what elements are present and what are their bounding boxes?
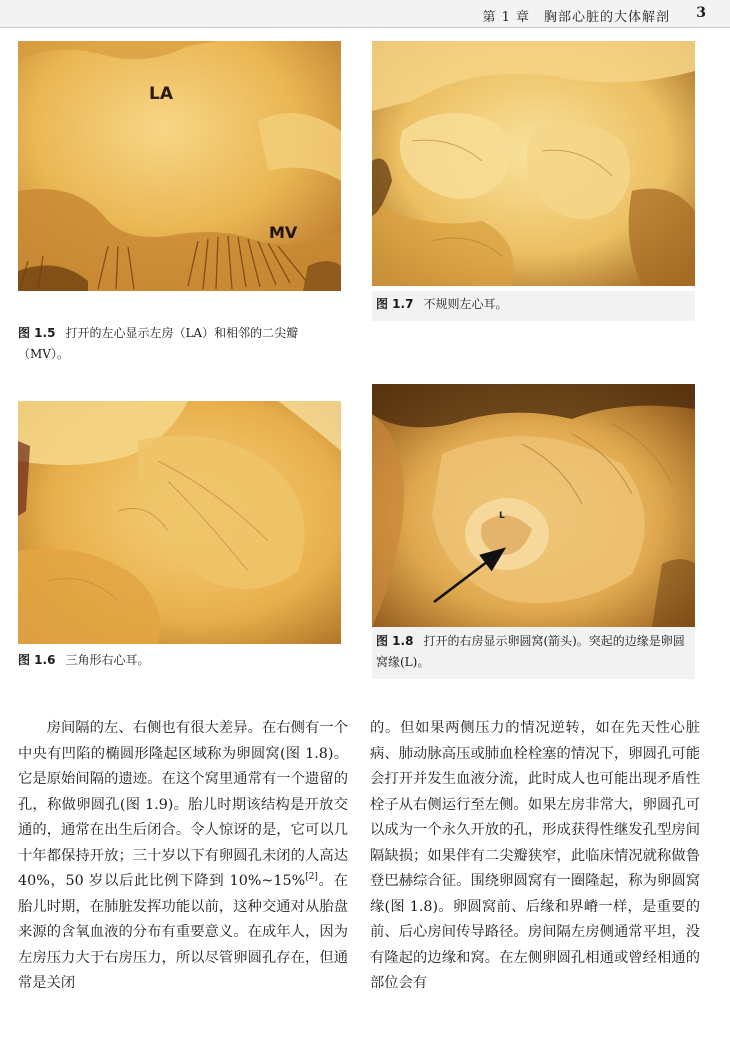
page-number: 3 (696, 5, 706, 21)
label-mv: MV (269, 223, 298, 242)
figure-1-7-caption (376, 294, 692, 315)
figure-1-6-caption (18, 650, 348, 671)
figure-1-5-photo (18, 41, 341, 291)
body-paragraph (18, 716, 348, 997)
body-text-part1: 房间隔的左、右侧也有很大差异。在右侧有一个中央有凹陷的椭圆形隆起区域称为卵圆窝(图 1.8)。它是原始间隔的遗迹。在这个窝里通常有一个遗留的孔，称做卵圆孔(图 1.9)。胎儿时期该结构是开放交通的，通常在出生后闭合。令人惊讶的是，它可以几十年都保持开放；三十岁以下有卵圆孔未闭的人高达 40%，50 岁以后此比例下降到 10%~15% (18, 720, 348, 889)
running-header (0, 0, 730, 28)
figure-1-8-photo (372, 384, 695, 627)
body-text-part2: 。在胎儿时期，在肺脏发挥功能以前，这种交通对从胎盘来源的含氧血液的分布有重要意义。在成年人，因为左房压力大于右房压力，所以尽管卵圆孔存在，但通常是关闭 (18, 873, 349, 991)
body-column-right (370, 716, 700, 997)
citation-ref: [2] (305, 872, 318, 883)
body-paragraph-continued: 的。但如果两侧压力的情况逆转，如在先天性心脏病、肺动脉高压或肺血栓栓塞的情况下，卵圆孔可能会打开并发生血液分流，此时成人也可能出现矛盾性栓子从右侧运行至左侧。如果左房非常大，卵圆孔可以成为一个永久开放的孔，形成获得性继发孔型房间隔缺损；如果伴有二尖瓣狭窄，此临床情况就称做鲁登巴赫综合征。围绕卵圆窝有一圈隆起，称为卵圆窝缘(图 1.8)。卵圆窝前、后缘和界嵴一样，是重要的前、后心房间传导路径。房间隔左房侧通常平坦，没有隆起的边缘和窝。在左侧卵圆孔相通或曾经相通的部位会有 (370, 720, 700, 991)
figure-1-8-caption-text: 打开的右房显示卵圆窝(箭头)。突起的边缘是卵圆窝缘(L)。 (376, 634, 685, 669)
figure-1-7-number: 图 1.7 (376, 297, 414, 311)
label-l: L (499, 511, 505, 521)
figure-1-7-photo (372, 41, 695, 286)
figure-1-8-number: 图 1.8 (376, 634, 414, 648)
figure-1-5-caption-text: 打开的左心显示左房（LA）和相邻的二尖瓣（MV）。 (18, 326, 299, 361)
figure-1-6-photo (18, 401, 341, 644)
label-la: LA (149, 84, 173, 104)
figure-1-5-caption (18, 323, 348, 365)
figure-1-6-caption-text: 三角形右心耳。 (65, 653, 150, 667)
running-title: 第 1 章 胸部心脏的大体解剖 (482, 10, 670, 25)
figure-1-5-number: 图 1.5 (18, 326, 56, 340)
figure-1-8-caption (376, 631, 692, 673)
figure-1-7-caption-text: 不规则左心耳。 (423, 297, 508, 311)
figure-1-6-number: 图 1.6 (18, 653, 56, 667)
body-column-left (18, 716, 348, 997)
